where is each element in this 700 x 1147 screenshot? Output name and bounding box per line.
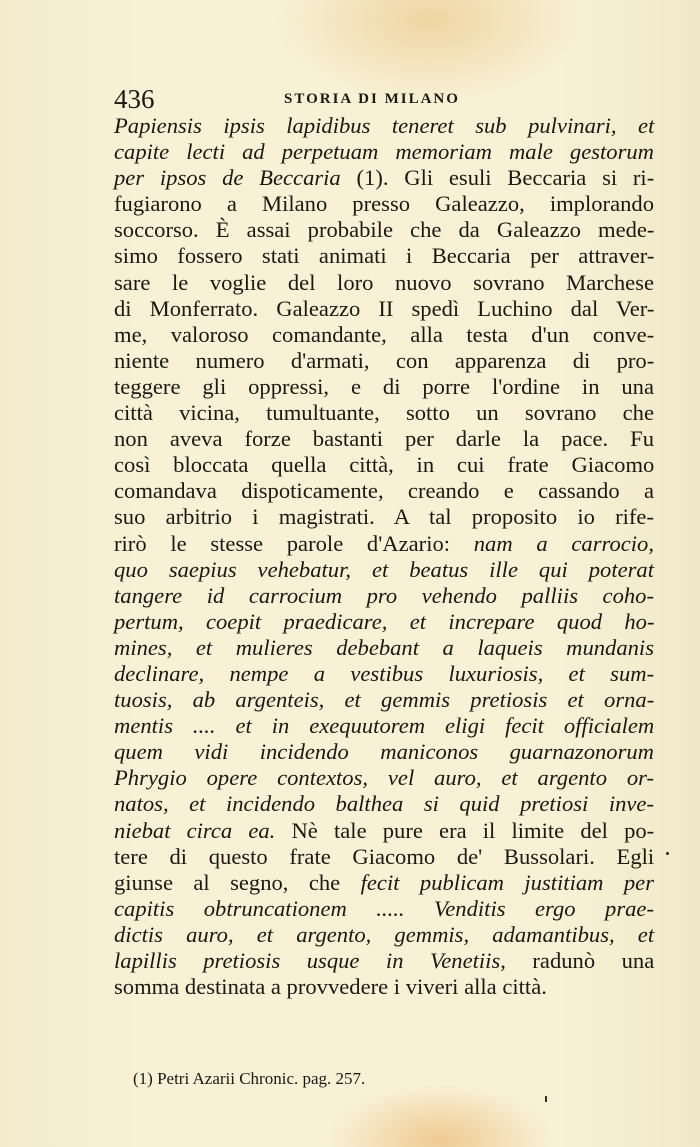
text-segment: teggere gli oppressi, e di porre l'ordine in una (114, 373, 655, 399)
text-line (114, 400, 654, 426)
text-line (114, 870, 654, 896)
text-segment: città vicina, tumultuante, sotto un sovrano che (114, 400, 654, 426)
text-line (114, 348, 654, 374)
text-line (114, 791, 654, 817)
italic-text-segment: tangere id carrocium pro vehendo palliis coho- (114, 582, 654, 608)
text-segment: me, valoroso comandante, alla testa d'un conve- (114, 321, 655, 347)
italic-text-segment: capitis obtruncationem ..... Venditis ergo prae- (114, 895, 654, 921)
text-segment: niente numero d'armati, con apparenza di pro- (114, 347, 655, 373)
text-segment: somma destinata a provvedere i viveri alla città. (114, 974, 547, 1000)
italic-text-segment: declinare, nempe a vestibus luxuriosis, et sum- (114, 660, 655, 686)
text-line (114, 296, 654, 322)
italic-text-segment: Phrygio opere contextos, vel auro, et argento or- (114, 765, 654, 791)
text-segment: rirò le stesse parole d'Azario: (114, 530, 474, 556)
text-line (114, 322, 654, 348)
text-line (114, 113, 654, 139)
page-header (114, 84, 654, 114)
text-line (114, 896, 654, 922)
italic-text-segment: mines, et mulieres debebant a laqueis mundanis (114, 634, 654, 660)
text-line (114, 139, 654, 165)
text-line (114, 974, 654, 1000)
italic-text-segment: Papiensis ipsis lapidibus teneret sub pulvinari, et (114, 113, 655, 138)
italic-text-segment: lapillis pretiosis usque in Venetiis, (114, 948, 506, 973)
italic-text-segment: tuosis, ab argenteis, et gemmis pretiosis et orna- (114, 687, 655, 713)
text-line (114, 844, 654, 870)
text-segment: non aveva forze bastanti per darle la pace. Fu (114, 426, 654, 452)
text-line (114, 270, 654, 296)
body-text (114, 113, 654, 1000)
page-number: 436 (114, 84, 155, 114)
text-line (114, 426, 654, 452)
text-line (114, 583, 654, 609)
running-title: STORIA DI MILANO (284, 91, 460, 107)
italic-text-segment: pertum, coepit praedicare, et increpare quod ho- (114, 608, 655, 634)
text-segment: di Monferrato. Galeazzo II spedì Luchino dal Ver- (114, 295, 655, 321)
margin-dot (666, 852, 669, 855)
text-line (114, 739, 654, 765)
text-line (114, 713, 654, 739)
text-line (114, 374, 654, 400)
text-segment: soccorso. È assai probabile che da Galeazzo mede- (114, 217, 655, 243)
italic-text-segment: dictis auro, et argento, gemmis, adamantibus, et (114, 921, 655, 947)
text-line (114, 948, 654, 974)
italic-text-segment: mentis .... et in exequutorem eligi fecit officialem (114, 713, 655, 739)
text-line (114, 191, 654, 217)
text-line (114, 165, 654, 191)
italic-text-segment: capite lecti ad perpetuam memoriam male gestorum (114, 139, 654, 165)
italic-text-segment: nam a carrocio, (473, 530, 654, 556)
italic-text-segment: fecit publicam justitiam per (360, 869, 654, 895)
text-segment: suo arbitrio i magistrati. A tal proposito io rife- (114, 504, 654, 530)
text-line (114, 922, 654, 948)
text-segment: fugiarono a Milano presso Galeazzo, implorando (114, 191, 654, 217)
text-line (114, 504, 654, 530)
text-segment: giunse al segno, che (114, 869, 361, 895)
text-line (114, 661, 654, 687)
edge-mark (545, 1096, 547, 1102)
italic-text-segment: natos, et incidendo balthea si quid pretiosi inve- (114, 791, 654, 817)
text-segment: radunò una (505, 948, 655, 973)
italic-text-segment: niebat circa ea. (114, 817, 276, 843)
text-line (114, 217, 654, 243)
text-segment: (1). Gli esuli Beccaria si ri- (340, 165, 655, 191)
text-line (114, 478, 654, 504)
text-segment: sare le voglie del loro nuovo sovrano Marchese (114, 269, 654, 295)
text-line (114, 765, 654, 791)
text-segment: così bloccata quella città, in cui frate Giacomo (114, 452, 655, 478)
text-line (114, 557, 654, 583)
text-segment: simo fossero stati animati i Beccaria per attraver- (114, 243, 655, 269)
text-line (114, 609, 654, 635)
text-segment: comandava dispoticamente, creando e cassando a (114, 478, 654, 504)
italic-text-segment: per ipsos de Beccaria (114, 165, 341, 191)
text-segment: Nè tale pure era il limite del po- (275, 817, 655, 843)
text-line (114, 452, 654, 478)
text-line (114, 531, 654, 557)
italic-text-segment: quem vidi incidendo maniconos guarnazonorum (114, 739, 654, 765)
text-line (114, 635, 654, 661)
text-line (114, 818, 654, 844)
text-line (114, 243, 654, 269)
footnote: (1) Petri Azarii Chronic. pag. 257. (133, 1069, 366, 1088)
text-segment: tere di questo frate Giacomo de' Bussolari. Egli (114, 843, 655, 869)
italic-text-segment: quo saepius vehebatur, et beatus ille qui poterat (114, 556, 654, 582)
text-line (114, 687, 654, 713)
